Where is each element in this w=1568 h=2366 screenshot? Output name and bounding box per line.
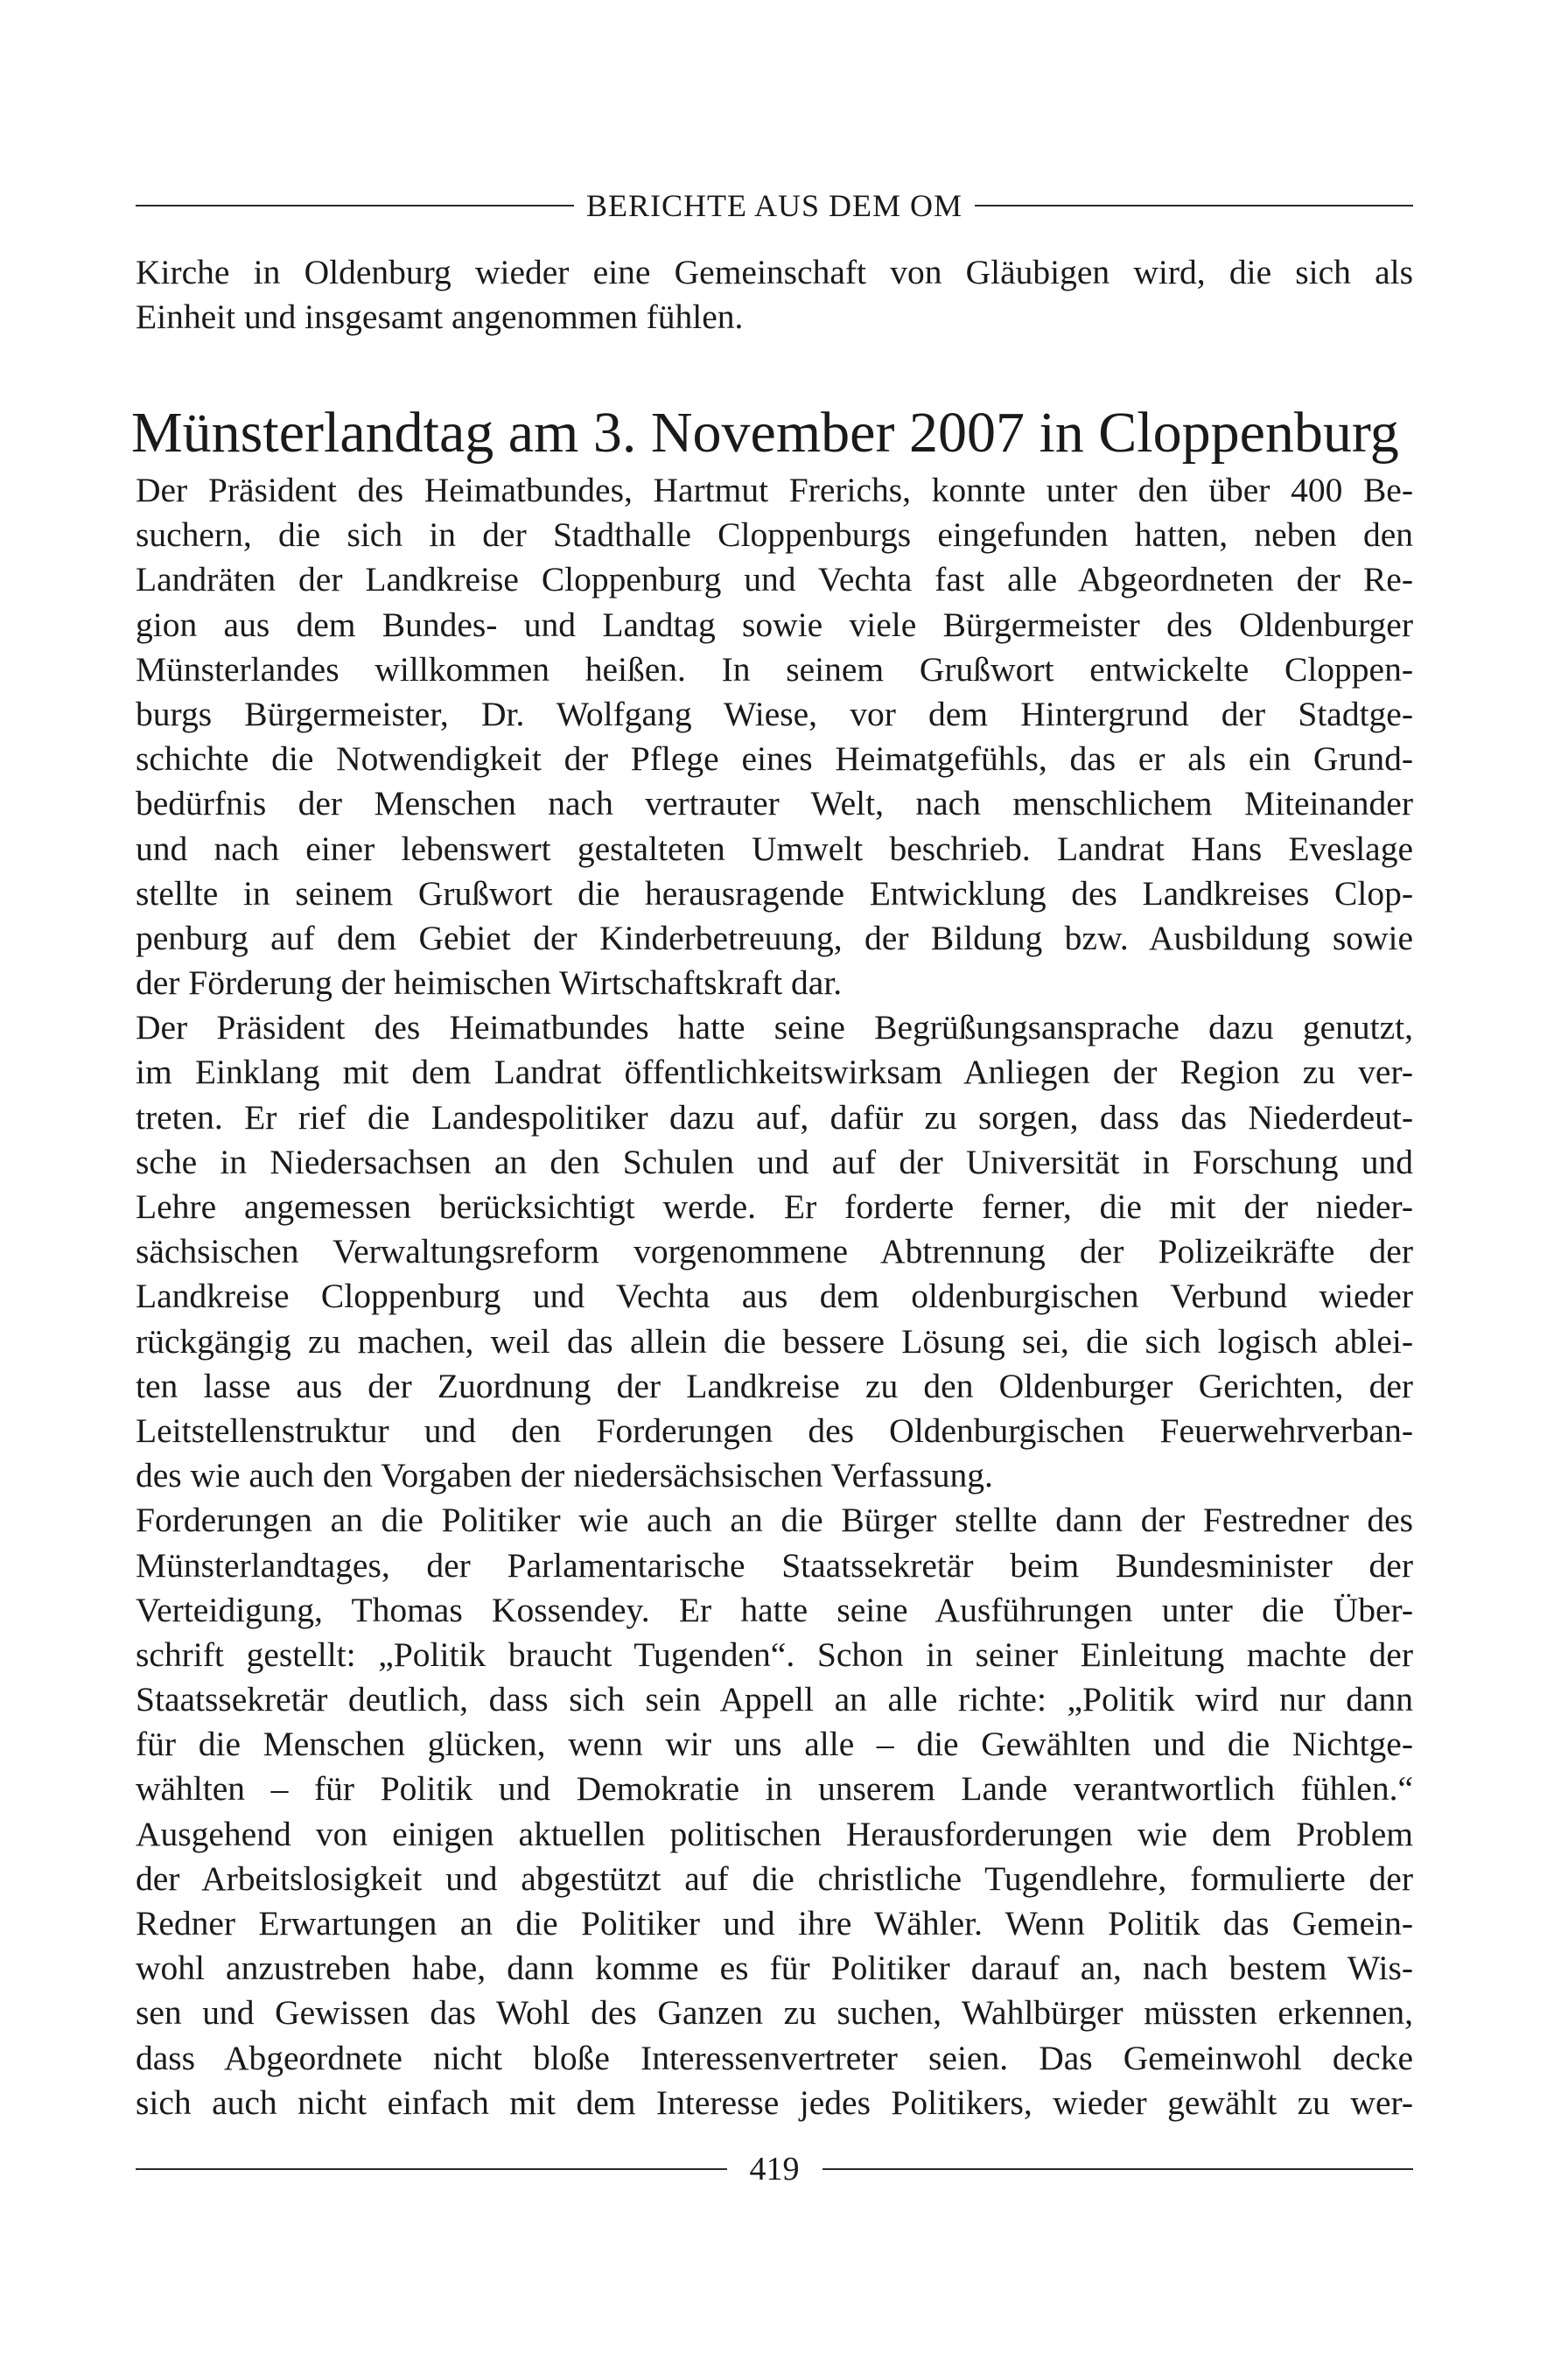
body-line: Münsterlandes willkommen heißen. In seinem Grußwort entwickelte Cloppen- bbox=[136, 649, 1413, 689]
body-line: Leitstellenstruktur und den Forderungen des Oldenburgischen Feuerwehrverban- bbox=[136, 1410, 1413, 1450]
body-line: sich auch nicht einfach mit dem Interesse jedes Politikers, wieder gewählt zu wer- bbox=[136, 2082, 1413, 2122]
running-head-text: BERICHTE AUS DEM OM bbox=[585, 188, 963, 223]
page-number: 419 bbox=[749, 2151, 800, 2188]
page-footer bbox=[136, 2147, 1413, 2191]
body-line: Redner Erwartungen an die Politiker und ihre Wähler. Wenn Politik das Gemein- bbox=[136, 1904, 1413, 1942]
body-line: gion aus dem Bundes- und Landtag sowie viele Bürgermeister des Oldenburger bbox=[136, 605, 1413, 644]
body-line: Ausgehend von einigen aktuellen politischen Herausforderungen wie dem Problem bbox=[136, 1814, 1413, 1853]
body-line: dass Abgeordnete nicht bloße Interessenvertreter seien. Das Gemeinwohl decke bbox=[136, 2038, 1413, 2077]
body-line: Verteidigung, Thomas Kossendey. Er hatte seine Ausführungen unter die Über- bbox=[136, 1590, 1413, 1629]
body-line: schichte die Notwendigkeit der Pflege eines Heimatgefühls, das er als ein Grund- bbox=[136, 739, 1413, 779]
body-line: sche in Niedersachsen an den Schulen und auf der Universität in Forschung und bbox=[136, 1142, 1413, 1181]
body-line: suchern, die sich in der Stadthalle Cloppenburgs eingefunden hatten, neben den bbox=[136, 515, 1413, 555]
body-line: und nach einer lebenswert gestalteten Umwelt beschrieb. Landrat Hans Eveslage bbox=[136, 829, 1413, 868]
intro-line: Einheit und insgesamt angenommen fühlen. bbox=[136, 298, 744, 337]
body-line: Staatssekretär deutlich, dass sich sein Appell an alle richte: „Politik wird nur dann bbox=[136, 1680, 1413, 1719]
body-line: der Förderung der heimischen Wirtschaftskraft dar. bbox=[136, 963, 843, 1003]
footer-rule-right bbox=[822, 2168, 1414, 2170]
body-line: sächsischen Verwaltungsreform vorgenommene Abtrennung der Polizeikräfte der bbox=[136, 1232, 1413, 1271]
body-line: für die Menschen glücken, wenn wir uns alle – die Gewählten und die Nichtge- bbox=[136, 1725, 1413, 1764]
running-head-rule-left bbox=[136, 205, 574, 206]
body-line: Der Präsident des Heimatbundes hatte seine Begrüßungsansprache dazu genutzt, bbox=[136, 1008, 1413, 1047]
body-line: sen und Gewissen das Wohl des Ganzen zu suchen, Wahlbürger müssten erkennen, bbox=[136, 1993, 1413, 2033]
body-line: Der Präsident des Heimatbundes, Hartmut Frerichs, konnte unter den über 400 Be- bbox=[136, 471, 1413, 509]
intro-paragraph bbox=[136, 250, 1413, 340]
body-line: penburg auf dem Gebiet der Kinderbetreuung, der Bildung bzw. Ausbildung sowie bbox=[136, 918, 1413, 957]
body-line: im Einklang mit dem Landrat öffentlichkeitswirksam Anliegen der Region zu ver- bbox=[136, 1053, 1413, 1092]
body-line: treten. Er rief die Landespolitiker dazu auf, dafür zu sorgen, dass das Niederdeut- bbox=[136, 1097, 1413, 1137]
body-line: schrift gestellt: „Politik braucht Tugenden“. Schon in seiner Einleitung machte der bbox=[136, 1634, 1413, 1674]
body-line: des wie auch den Vorgaben der niedersächsischen Verfassung. bbox=[136, 1456, 993, 1495]
footer-rule-left bbox=[136, 2168, 727, 2170]
running-head bbox=[136, 184, 1413, 228]
body-line: wohl anzustreben habe, dann komme es für Politiker darauf an, nach bestem Wis- bbox=[136, 1949, 1413, 1988]
body-line: burgs Bürgermeister, Dr. Wolfgang Wiese, vor dem Hintergrund der Stadtge- bbox=[136, 694, 1413, 733]
body-line: rückgängig zu machen, weil das allein die bessere Lösung sei, die sich logisch ablei- bbox=[136, 1321, 1413, 1361]
body-line: Forderungen an die Politiker wie auch an die Bürger stellte dann der Festredner des bbox=[136, 1501, 1413, 1540]
body-line: bedürfnis der Menschen nach vertrauter Welt, nach menschlichem Miteinander bbox=[136, 784, 1413, 823]
intro-line: Kirche in Oldenburg wieder eine Gemeinschaft von Gläubigen wird, die sich als bbox=[136, 253, 1413, 291]
body-line: Landräten der Landkreise Cloppenburg und Vechta fast alle Abgeordneten der Re- bbox=[136, 560, 1413, 599]
body-line: Landkreise Cloppenburg und Vechta aus dem oldenburgischen Verbund wieder bbox=[136, 1277, 1413, 1316]
body-line: stellte in seinem Grußwort die herausragende Entwicklung des Landkreises Clop- bbox=[136, 873, 1413, 913]
body-line: Lehre angemessen berücksichtigt werde. Er forderte ferner, die mit der nieder- bbox=[136, 1187, 1413, 1226]
body-line: der Arbeitslosigkeit und abgestützt auf die christliche Tugendlehre, formulierte der bbox=[136, 1858, 1413, 1898]
body-line: wählten – für Politik und Demokratie in unserem Lande verantwortlich fühlen.“ bbox=[136, 1769, 1413, 1809]
article-title: Münsterlandtag am 3. November 2007 in Cloppenburg bbox=[131, 401, 1399, 465]
article-body bbox=[136, 468, 1413, 2125]
body-line: Münsterlandtages, der Parlamentarische Staatssekretär beim Bundesminister der bbox=[136, 1545, 1413, 1585]
running-head-rule-right bbox=[975, 205, 1413, 206]
body-line: ten lasse aus der Zuordnung der Landkreise zu den Oldenburger Gerichten, der bbox=[136, 1366, 1413, 1405]
